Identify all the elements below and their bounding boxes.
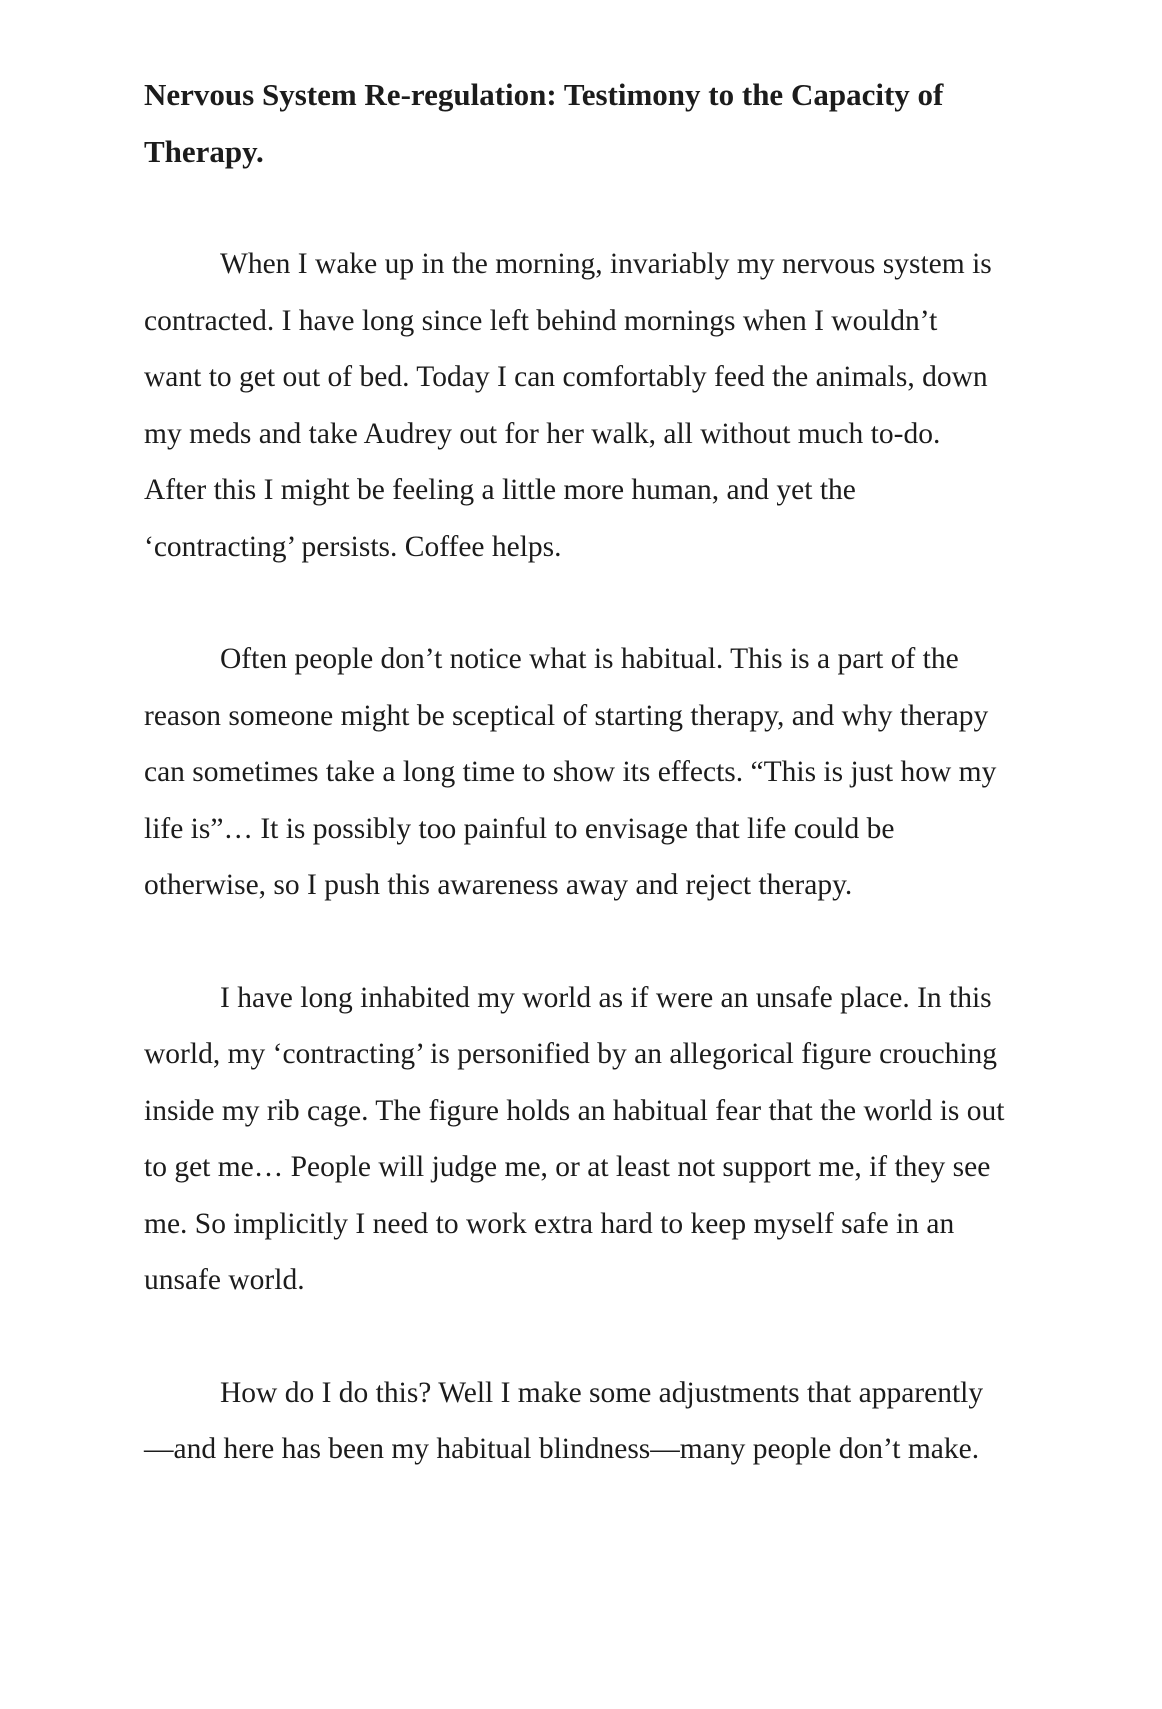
document-title (144, 66, 1104, 180)
spacer (144, 1309, 1104, 1365)
paragraph-line: can sometimes take a long time to show its effects. “This is just how my (144, 756, 997, 788)
paragraph-line: otherwise, so I push this awareness away and reject therapy. (144, 869, 853, 901)
paragraph-line: world, my ‘contracting’ is personified by an allegorical figure crouching (144, 1038, 998, 1070)
paragraph-line: me. So implicitly I need to work extra hard to keep myself safe in an (144, 1207, 955, 1240)
paragraph-line: When I wake up in the morning, invariably my nervous system is (220, 248, 992, 280)
paragraph-line: After this I might be feeling a little more human, and yet the (144, 474, 856, 506)
title-line: Nervous System Re-regulation: Testimony to the Capacity of (144, 77, 944, 112)
spacer (144, 180, 1104, 236)
paragraph-line: inside my rib cage. The figure holds an habitual fear that the world is out (144, 1094, 1005, 1127)
paragraph-line: contracted. I have long since left behind mornings when I wouldn’t (144, 304, 938, 337)
paragraph-line: my meds and take Audrey out for her walk, all without much to-do. (144, 417, 941, 450)
paragraph-line: want to get out of bed. Today I can comfortably feed the animals, down (144, 361, 988, 393)
paragraph-line: How do I do this? Well I make some adjustments that apparently (220, 1376, 984, 1409)
title-line: Therapy. (144, 134, 264, 169)
spacer (144, 914, 1104, 970)
paragraph-line: life is”… It is possibly too painful to envisage that life could be (144, 812, 895, 845)
paragraph-line: to get me… People will judge me, or at least not support me, if they see (144, 1151, 991, 1183)
paragraph-line: I have long inhabited my world as if were an unsafe place. In this (220, 981, 992, 1014)
paragraph-line: ‘contracting’ persists. Coffee helps. (144, 530, 562, 563)
document-page (144, 66, 1104, 1478)
paragraph-line: unsafe world. (144, 1264, 305, 1296)
paragraph-line: Often people don’t notice what is habitual. This is a part of the (220, 643, 959, 675)
spacer (144, 575, 1104, 631)
paragraph-4 (144, 1365, 1104, 1478)
paragraph-line: reason someone might be sceptical of starting therapy, and why therapy (144, 699, 989, 732)
paragraph-1 (144, 236, 1104, 575)
paragraph-2 (144, 631, 1104, 914)
paragraph-3 (144, 970, 1104, 1309)
paragraph-line: —and here has been my habitual blindness—many people don’t make. (144, 1433, 980, 1465)
